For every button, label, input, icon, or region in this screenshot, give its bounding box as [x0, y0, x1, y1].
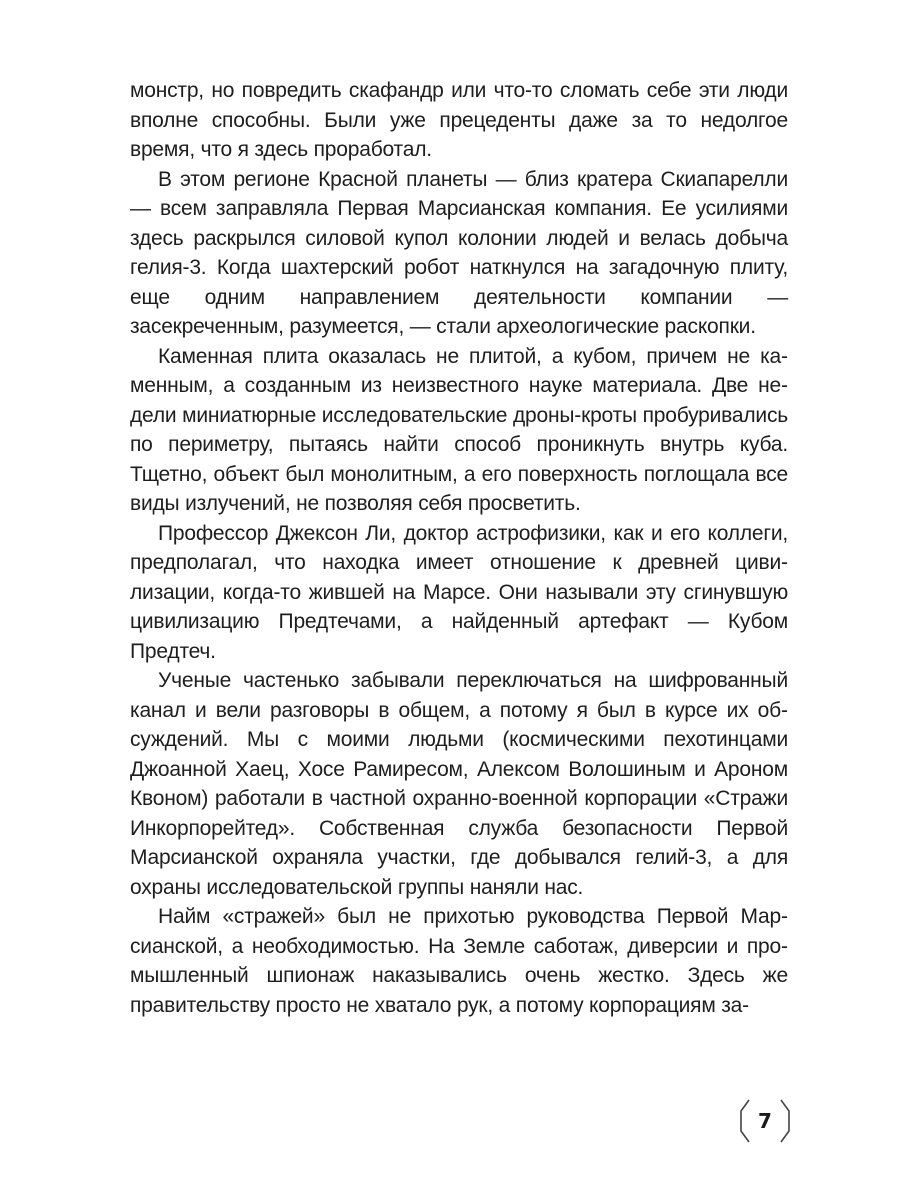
page-number: 7 [758, 1109, 772, 1133]
page-number-ornament [738, 1097, 792, 1145]
paragraph-3: Каменная плита оказалась не плитой, а кубом, причем не каменным, а созданным из неизвестного науке материала. Две недели миниатюрные исследовательские дроны-кроты пробуривались по периметру, пытаясь найти способ проникнуть внутрь куба. Тщетно, объект был монолитным, а его поверхность поглощала все виды излучений, не позволяя себя просветить. [130, 344, 788, 515]
body-text [130, 76, 788, 1020]
paragraph-2: В этом регионе Красной планеты — близ кратера Скиапарелли — всем заправляла Первая Марсианская компания. Ее усилиями здесь раскрылся силовой купол колонии людей и велась добыча гелия-3. Когда шахтерский робот наткнулся на загадочную плиту, еще одним направлением деятельности компании — засекреченным, разумеется, — стали археологические раскопки. [130, 167, 788, 338]
paragraph-6: Найм «стражей» был не прихотью руководства Первой Марсианской, а необходимостью. На Земле саботаж, диверсии и промышленный шпионаж наказывались очень жестко. Здесь же правительству просто не хватало рук, а потому корпорациям за- [130, 905, 788, 1017]
paragraph-4: Профессор Джексон Ли, доктор астрофизики, как и его коллеги, предполагал, что находка имеет отношение к древней цивилизации, когда-то жившей на Марсе. Они называли эту сгинувшую цивилизацию Предтечами, а найденный артефакт — Кубом Предтеч. [130, 521, 788, 663]
paragraph-5: Ученые частенько забывали переключаться на шифрованный канал и вели разговоры в общем, а потому я был в курсе их обсуждений. Мы с моими людьми (космическими пехотинцами Джоанной Хаец, Хосе Рамиресом, Алексом Волошиным и Ароном Квоном) работали в частной охранно-военной корпорации «Стражи Инкорпорейтед». Собственная служба безопасности Первой Марсианской охраняла участки, где добывался гелий-3, а для охраны исследовательской группы наняли нас. [130, 669, 788, 899]
paragraph-1: монстр, но повредить скафандр или что-то сломать себе эти люди вполне способны. Были уже прецеденты даже за то недолгое время, что я здесь проработал. [130, 79, 788, 161]
